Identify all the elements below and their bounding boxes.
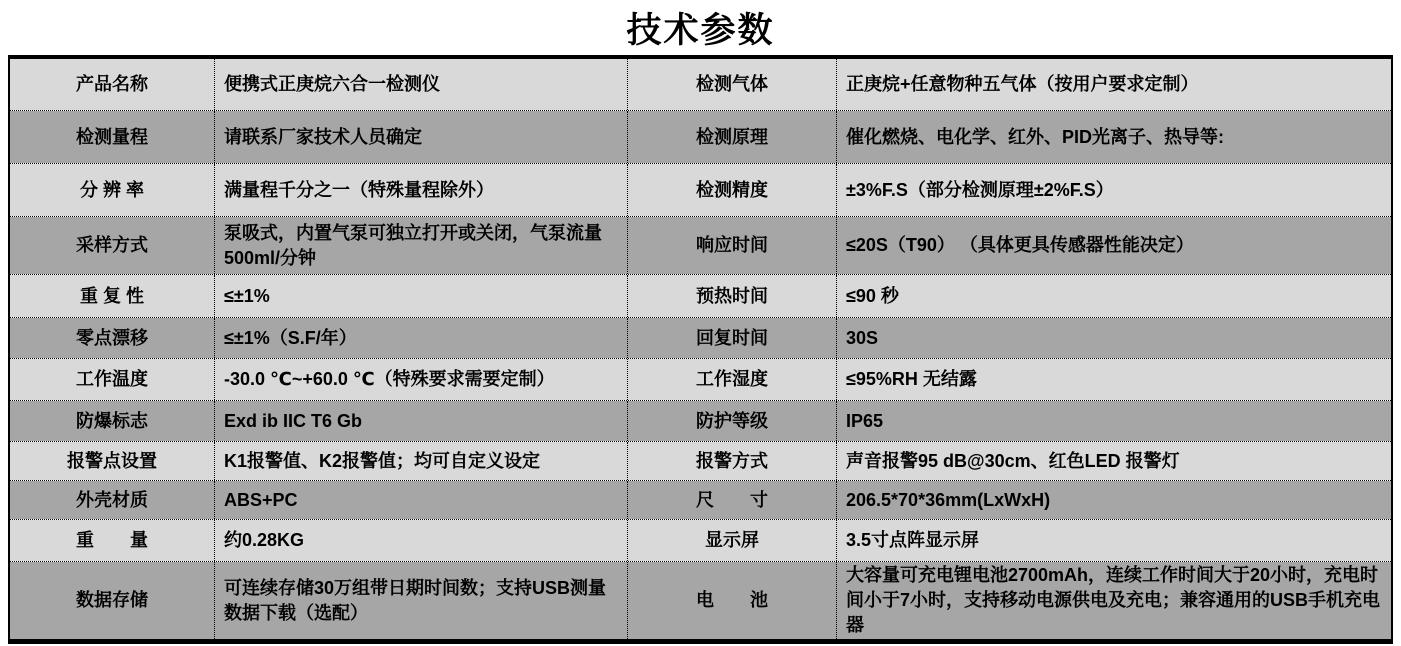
param-value-right: ≤20S（T90） （具体更具传感器性能决定） (836, 217, 1391, 274)
param-value-right: 206.5*70*36mm(LxWxH) (836, 481, 1391, 519)
param-value-right: 3.5寸点阵显示屏 (836, 520, 1391, 561)
param-value-right: 正庚烷+任意物种五气体（按用户要求定制） (836, 59, 1391, 110)
param-value-left: Exd ib IIC T6 Gb (214, 401, 627, 441)
table-row (10, 59, 1391, 111)
param-label-right: 工作湿度 (627, 359, 836, 400)
table-row (10, 562, 1391, 639)
param-label-left: 零点漂移 (10, 318, 214, 358)
param-value-left: 便携式正庚烷六合一检测仪 (214, 59, 627, 110)
param-label-left: 采样方式 (10, 217, 214, 274)
param-label-right: 响应时间 (627, 217, 836, 274)
param-label-right: 报警方式 (627, 442, 836, 480)
param-label-right: 显示屏 (627, 520, 836, 561)
param-value-left: ABS+PC (214, 481, 627, 519)
param-label-right: 尺 寸 (627, 481, 836, 519)
param-label-left: 检测量程 (10, 111, 214, 163)
table-row (10, 401, 1391, 442)
param-value-right: 30S (836, 318, 1391, 358)
param-label-left: 产品名称 (10, 59, 214, 110)
param-value-left: -30.0 ℃~+60.0 ℃（特殊要求需要定制） (214, 359, 627, 400)
spec-table (8, 55, 1393, 644)
param-value-left: 可连续存储30万组带日期时间数；支持USB测量数据下载（选配） (214, 562, 627, 639)
param-label-left: 数据存储 (10, 562, 214, 639)
param-value-left: K1报警值、K2报警值；均可自定义设定 (214, 442, 627, 480)
param-label-left: 重 量 (10, 520, 214, 561)
table-row (10, 275, 1391, 318)
table-row (10, 318, 1391, 359)
param-label-left: 工作温度 (10, 359, 214, 400)
table-row (10, 520, 1391, 562)
param-label-right: 检测精度 (627, 164, 836, 216)
param-label-right: 回复时间 (627, 318, 836, 358)
param-value-right: ±3%F.S（部分检测原理±2%F.S） (836, 164, 1391, 216)
table-row (10, 481, 1391, 520)
param-label-left: 外壳材质 (10, 481, 214, 519)
param-value-right: ≤95%RH 无结露 (836, 359, 1391, 400)
param-value-right: 声音报警95 dB@30cm、红色LED 报警灯 (836, 442, 1391, 480)
param-label-right: 电 池 (627, 562, 836, 639)
param-label-right: 检测气体 (627, 59, 836, 110)
param-label-right: 防护等级 (627, 401, 836, 441)
param-label-left: 分 辨 率 (10, 164, 214, 216)
param-label-left: 重 复 性 (10, 275, 214, 317)
param-value-left: ≤±1% (214, 275, 627, 317)
param-label-right: 检测原理 (627, 111, 836, 163)
table-row (10, 442, 1391, 481)
param-value-left: ≤±1%（S.F/年） (214, 318, 627, 358)
page-title: 技术参数 (626, 10, 775, 50)
param-value-left: 约0.28KG (214, 520, 627, 561)
param-value-right: 催化燃烧、电化学、红外、PID光离子、热导等: (836, 111, 1391, 163)
param-label-right: 预热时间 (627, 275, 836, 317)
param-value-left: 满量程千分之一（特殊量程除外） (214, 164, 627, 216)
param-label-left: 报警点设置 (10, 442, 214, 480)
param-value-right: 大容量可充电锂电池2700mAh，连续工作时间大于20小时，充电时间小于7小时，支持移动电源供电及充电；兼容通用的USB手机充电器 (836, 562, 1391, 639)
table-row (10, 359, 1391, 401)
table-row (10, 164, 1391, 217)
table-row (10, 217, 1391, 275)
param-label-left: 防爆标志 (10, 401, 214, 441)
param-value-left: 泵吸式，内置气泵可独立打开或关闭，气泵流量500ml/分钟 (214, 217, 627, 274)
param-value-right: ≤90 秒 (836, 275, 1391, 317)
param-value-left: 请联系厂家技术人员确定 (214, 111, 627, 163)
table-row (10, 111, 1391, 164)
param-value-right: IP65 (836, 401, 1391, 441)
